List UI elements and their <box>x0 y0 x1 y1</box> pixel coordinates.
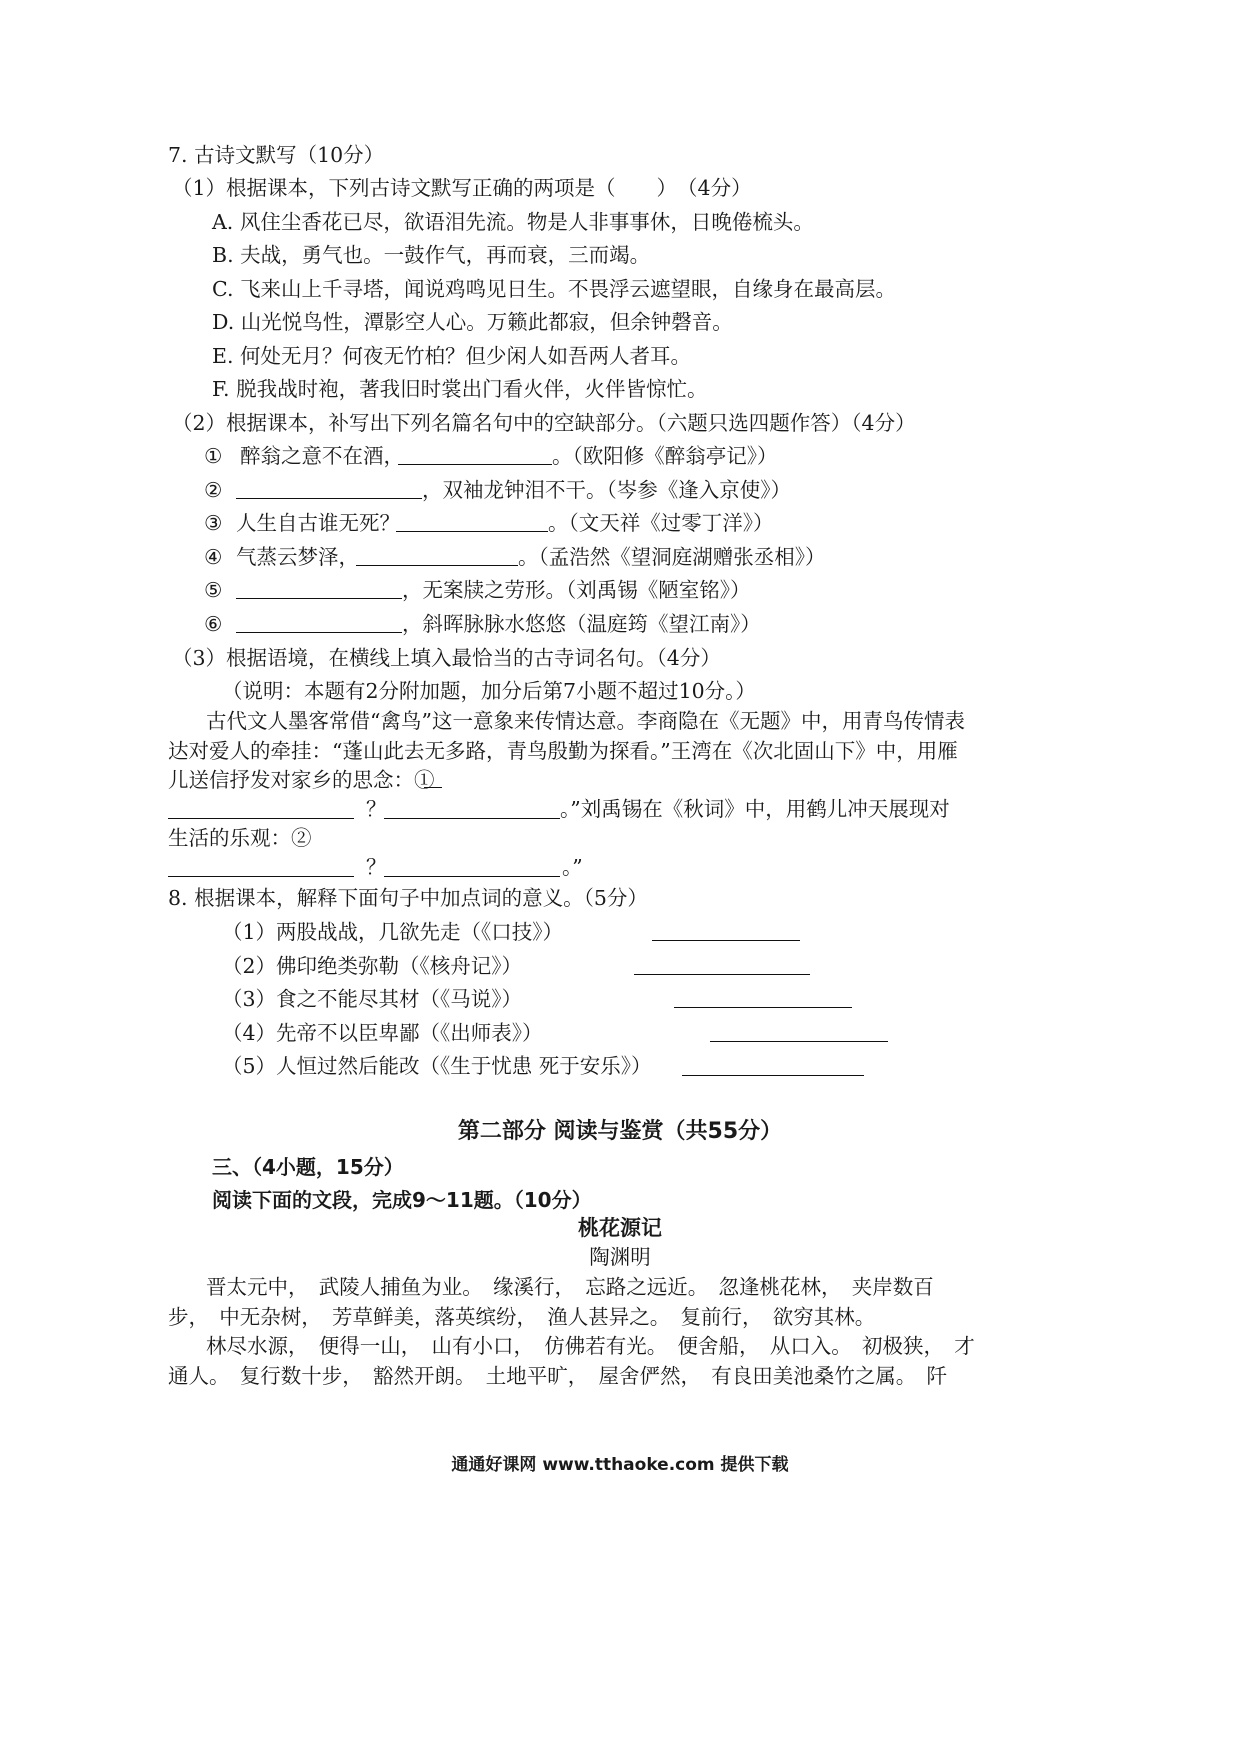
q7-title: 7. 古诗文默写（10分） <box>168 143 385 167</box>
q7-option-e: E. 何处无月？何夜无竹柏？但少闲人如吾两人者耳。 <box>212 344 691 368</box>
context-line: 古代文人墨客常借“禽鸟”这一意象来传情达意。李商隐在《无题》中，用青鸟传情表 <box>206 709 965 733</box>
answer-blank[interactable] <box>236 598 402 599</box>
fill-item-num: ③ <box>204 511 223 535</box>
q7-option-a: A. 风住尘香花已尽，欲语泪先流。物是人非事事休，日晚倦梳头。 <box>212 210 814 234</box>
answer-blank[interactable] <box>710 1041 888 1042</box>
essay-title: 桃花源记 <box>578 1216 662 1240</box>
fill-item-pre: 气蒸云梦泽， <box>236 545 359 569</box>
context-line: 达对爱人的牵挂：“蓬山此去无多路，青鸟殷勤为探看。”王湾在《次北固山下》中，用雁 <box>168 739 958 763</box>
q7-option-d: D. 山光悦鸟性，潭影空人心。万籁此都寂，但余钟磬音。 <box>212 310 733 334</box>
fill-item-num: ⑥ <box>204 612 223 636</box>
answer-blank[interactable] <box>398 464 552 465</box>
q7-part3-stem: （3）根据语境，在横线上填入最恰当的古寺词名句。（4分） <box>172 646 721 670</box>
answer-blank[interactable] <box>396 531 548 532</box>
page-footer: 通通好课网 www.tthaoke.com 提供下载 <box>451 1455 789 1475</box>
q8-item: （1）两股战战，几欲先走（《口技》） <box>222 920 564 944</box>
answer-blank[interactable] <box>384 818 560 819</box>
fill-item-post: ，无案牍之劳形。（刘禹锡《陋室铭》） <box>402 578 751 602</box>
answer-blank[interactable] <box>236 632 402 633</box>
answer-blank[interactable] <box>236 498 422 499</box>
answer-blank[interactable] <box>168 876 354 877</box>
fill-item-post: ，斜晖脉脉水悠悠（温庭筠《望江南》） <box>402 612 761 636</box>
essay-line: 步， 中无杂树， 芳草鲜美，落英缤纷， 渔人甚异之。 复前行， 欲穷其林。 <box>168 1305 876 1329</box>
q7-option-f: F. 脱我战时袍，著我旧时裳出门看火伴，火伴皆惊忙。 <box>212 377 708 401</box>
reading-instruction: 阅读下面的文段，完成9～11题。（10分） <box>212 1188 592 1212</box>
context-question-mark: ？ <box>366 797 387 821</box>
context-question-mark: ？ <box>366 855 387 879</box>
answer-blank[interactable] <box>384 876 560 877</box>
q8-item: （4）先帝不以臣卑鄙（《出师表》） <box>222 1021 543 1045</box>
fill-item-num: ④ <box>204 545 223 569</box>
q8-title: 8. 根据课本，解释下面句子中加点词的意义。（5分） <box>168 886 648 910</box>
answer-blank[interactable] <box>652 940 800 941</box>
fill-item-num: ⑤ <box>204 578 223 602</box>
essay-author: 陶渊明 <box>589 1245 651 1269</box>
answer-blank[interactable] <box>168 818 354 819</box>
fill-item-num: ① <box>204 444 223 468</box>
answer-blank[interactable] <box>634 974 810 975</box>
q7-option-b: B. 夫战，勇气也。一鼓作气，再而衰，三而竭。 <box>212 243 651 267</box>
fill-item-post: 。（文天祥《过零丁洋》） <box>548 511 774 535</box>
context-line: 生活的乐观：② <box>168 826 312 850</box>
essay-line: 晋太元中， 武陵人捕鱼为业。 缘溪行， 忘路之远近。 忽逢桃花林， 夹岸数百 <box>206 1275 934 1299</box>
part2-heading: 第二部分 阅读与鉴赏（共55分） <box>457 1119 783 1144</box>
q7-part2-stem: （2）根据课本，补写出下列名篇名句中的空缺部分。（六题只选四题作答）（4分） <box>172 411 916 435</box>
q8-item: （3）食之不能尽其材（《马说》） <box>222 987 523 1011</box>
fill-item-post: 。（孟浩然《望洞庭湖赠张丞相》） <box>518 545 826 569</box>
answer-blank[interactable] <box>674 1007 852 1008</box>
answer-blank[interactable] <box>424 787 442 788</box>
context-line: 。”刘禹锡在《秋词》中，用鹤儿冲天展现对 <box>560 797 950 821</box>
answer-blank[interactable] <box>356 565 518 566</box>
essay-line: 林尽水源， 便得一山， 山有小口， 仿佛若有光。 便舍船， 从口入。 初极狭， 才 <box>206 1334 975 1358</box>
q7-part3-note: （说明：本题有2分附加题，加分后第7小题不超过10分。） <box>222 679 756 703</box>
q8-item: （5）人恒过然后能改（《生于忧患 死于安乐》） <box>222 1054 652 1078</box>
fill-item-pre: 人生自古谁无死？ <box>236 511 400 535</box>
fill-item-num: ② <box>204 478 223 502</box>
answer-blank[interactable] <box>682 1075 864 1076</box>
q8-item: （2）佛印绝类弥勒（《核舟记》） <box>222 954 523 978</box>
fill-item-pre: 醉翁之意不在酒， <box>240 444 404 468</box>
fill-item-post: ，双袖龙钟泪不干。（岑参《逢入京使》） <box>422 478 791 502</box>
context-line: 。” <box>562 855 583 879</box>
context-line: 儿送信抒发对家乡的思念：① <box>168 768 435 792</box>
q7-part1-stem: （1）根据课本，下列古诗文默写正确的两项是（ ） （4分） <box>172 176 752 200</box>
q7-option-c: C. 飞来山上千寻塔，闻说鸡鸣见日生。不畏浮云遮望眼，自缘身在最高层。 <box>212 277 896 301</box>
section-heading: 三、（4小题，15分） <box>212 1155 404 1179</box>
essay-line: 通人。 复行数十步， 豁然开朗。 土地平旷， 屋舍俨然， 有良田美池桑竹之属。 阡 <box>168 1364 947 1388</box>
fill-item-post: 。（欧阳修《醉翁亭记》） <box>552 444 778 468</box>
